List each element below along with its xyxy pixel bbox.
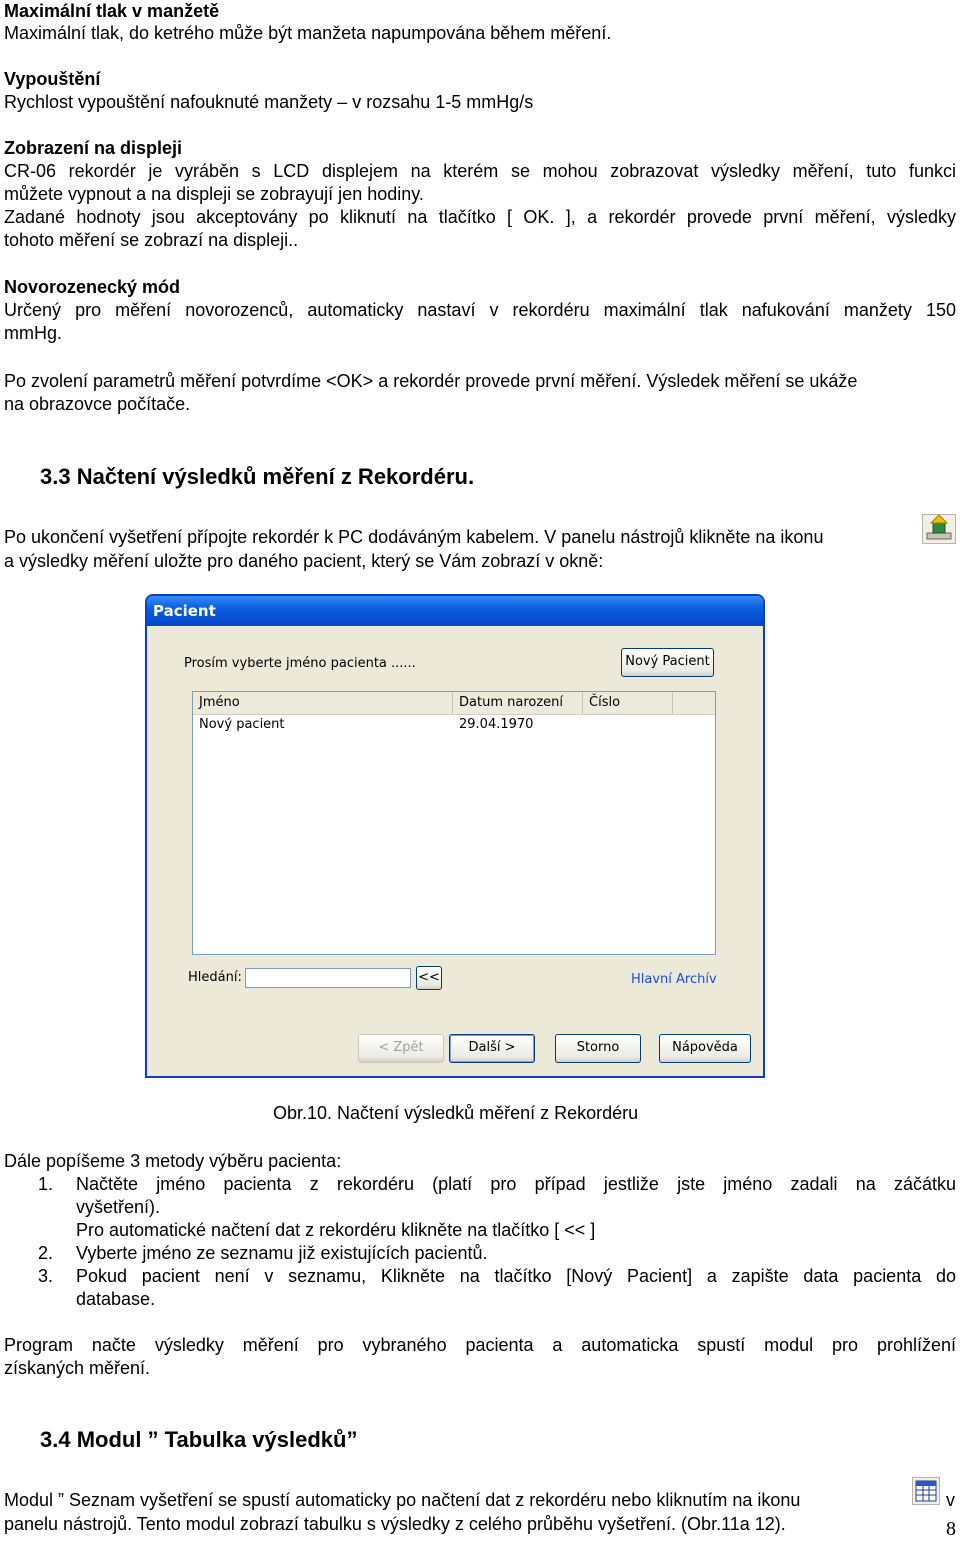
methods-intro: Dále popíšeme 3 metody výběru pacienta:: [4, 1151, 342, 1171]
col-header-number[interactable]: Číslo: [583, 692, 673, 714]
text-display-line1: CR-06 rekordér je vyráběn s LCD displejem na kterém se mohou zobrazovat výsledky měření, tuto funkci: [4, 161, 956, 181]
new-patient-button[interactable]: Nový Pacient: [621, 648, 714, 677]
method-3-number: 3.: [38, 1266, 54, 1286]
patient-list[interactable]: [192, 691, 716, 955]
text-deflation: Rychlost vypouštění nafouknuté manžety – v rozsahu 1-5 mmHg/s: [4, 92, 534, 112]
results-table-icon[interactable]: [912, 1477, 940, 1505]
confirm-post: a rekordér provede první měření. Výsledek měření se ukáže: [373, 371, 858, 391]
text-display-line3: Zadané hodnoty jsou akceptovány po kliknutí na tlačítko [ OK. ], a rekordér provede první měření, výsledky: [4, 207, 956, 227]
text-after33-line2: a výsledky měření uložte pro daného pacient, který se Vám zobrazí v okně:: [4, 551, 604, 571]
row-birthdate: 29.04.1970: [459, 717, 534, 732]
heading-newborn: Novorozenecký mód: [4, 277, 181, 297]
dialog-prompt: Prosím vyberte jméno pacienta ......: [184, 656, 416, 671]
page-number: 8: [946, 1518, 956, 1540]
text-newborn-line1: Určený pro měření novorozenců, automaticky nastaví v rekordéru maximální tlak nafukování manžety 150: [4, 300, 956, 320]
cancel-button[interactable]: Storno: [555, 1034, 641, 1063]
text-after33-line1: Po ukončení vyšetření přípojte rekordér k PC dodáváným kabelem. V panelu nástrojů klikněte na ikonu: [4, 527, 824, 547]
method-1-line1: Načtěte jméno pacienta z rekordéru (platí pro případ jestliže jste jméno zadali na záčátku: [76, 1174, 956, 1194]
text-display-line2: můžete vypnout a na displeji se zobrayují jen hodiny.: [4, 184, 424, 204]
method-2-number: 2.: [38, 1243, 54, 1263]
text-display-line4: tohoto měření se zobrazí na displeji..: [4, 230, 299, 250]
dialog-title: Pacient: [147, 596, 763, 626]
text-confirm-line1: [4, 370, 857, 393]
search-input[interactable]: [245, 968, 411, 988]
figure-caption: Obr.10. Načtení výsledků měření z Rekordéru: [273, 1103, 639, 1123]
method-1-line3: Pro automatické načtení dat z rekordéru klikněte na tlačítko [ << ]: [76, 1220, 596, 1240]
section-heading-3-4: 3.4 Modul ” Tabulka výsledků”: [40, 1427, 358, 1452]
method-1-number: 1.: [38, 1174, 54, 1194]
next-button[interactable]: Další >: [449, 1034, 535, 1063]
download-recorder-icon[interactable]: [922, 514, 956, 544]
help-button[interactable]: Nápověda: [659, 1034, 751, 1063]
text-after34-line2: panelu nástrojů. Tento modul zobrazí tabulku s výsledky z celého průběhu vyšetření. (Obr.11a 12).: [4, 1514, 786, 1534]
back-button[interactable]: < Zpět: [358, 1034, 444, 1063]
confirm-pre: Po zvolení parametrů měření potvrdíme: [4, 371, 327, 391]
load-from-recorder-button[interactable]: <<: [416, 966, 442, 990]
col-header-birthdate[interactable]: Datum narození: [453, 692, 583, 714]
row-name: Nový pacient: [199, 717, 285, 732]
section-heading-3-3: 3.3 Načtení výsledků měření z Rekordéru.: [40, 464, 475, 489]
patient-dialog: [145, 594, 765, 1078]
program-line1: Program načte výsledky měření pro vybraného pacienta a automaticka spustí modul pro prohlížení: [4, 1335, 956, 1355]
col-header-name[interactable]: Jméno: [193, 692, 453, 714]
confirm-ok: <OK>: [326, 371, 374, 391]
text-newborn-line2: mmHg.: [4, 323, 62, 343]
method-1-line2: vyšetření).: [76, 1197, 161, 1217]
search-label: Hledání:: [188, 970, 242, 985]
text-after34-line1-end: v: [946, 1490, 955, 1510]
list-header: [193, 692, 715, 715]
heading-display: Zobrazení na displeji: [4, 138, 183, 158]
text-max-pressure: Maximální tlak, do ketrého může být manžeta napumpována během měření.: [4, 23, 612, 43]
main-archive-link[interactable]: Hlavní Archív: [631, 972, 717, 987]
text-after34-line1: Modul ” Seznam vyšetření se spustí automaticky po načtení dat z rekordéru nebo kliknutím na ikonu: [4, 1490, 801, 1510]
method-3-line1: Pokud pacient není v seznamu, Klikněte na tlačítko [Nový Pacient] a zapište data pacienta do: [76, 1266, 956, 1286]
heading-max-pressure: Maximální tlak v manžetě: [4, 1, 220, 21]
program-line2: získaných měření.: [4, 1358, 151, 1378]
method-3-line2: database.: [76, 1289, 156, 1309]
heading-deflation: Vypouštění: [4, 69, 101, 89]
text-confirm-line2: na obrazovce počítače.: [4, 394, 191, 414]
method-2-line1: Vyberte jméno ze seznamu již existujících pacientů.: [76, 1243, 488, 1263]
table-row[interactable]: [193, 715, 715, 735]
